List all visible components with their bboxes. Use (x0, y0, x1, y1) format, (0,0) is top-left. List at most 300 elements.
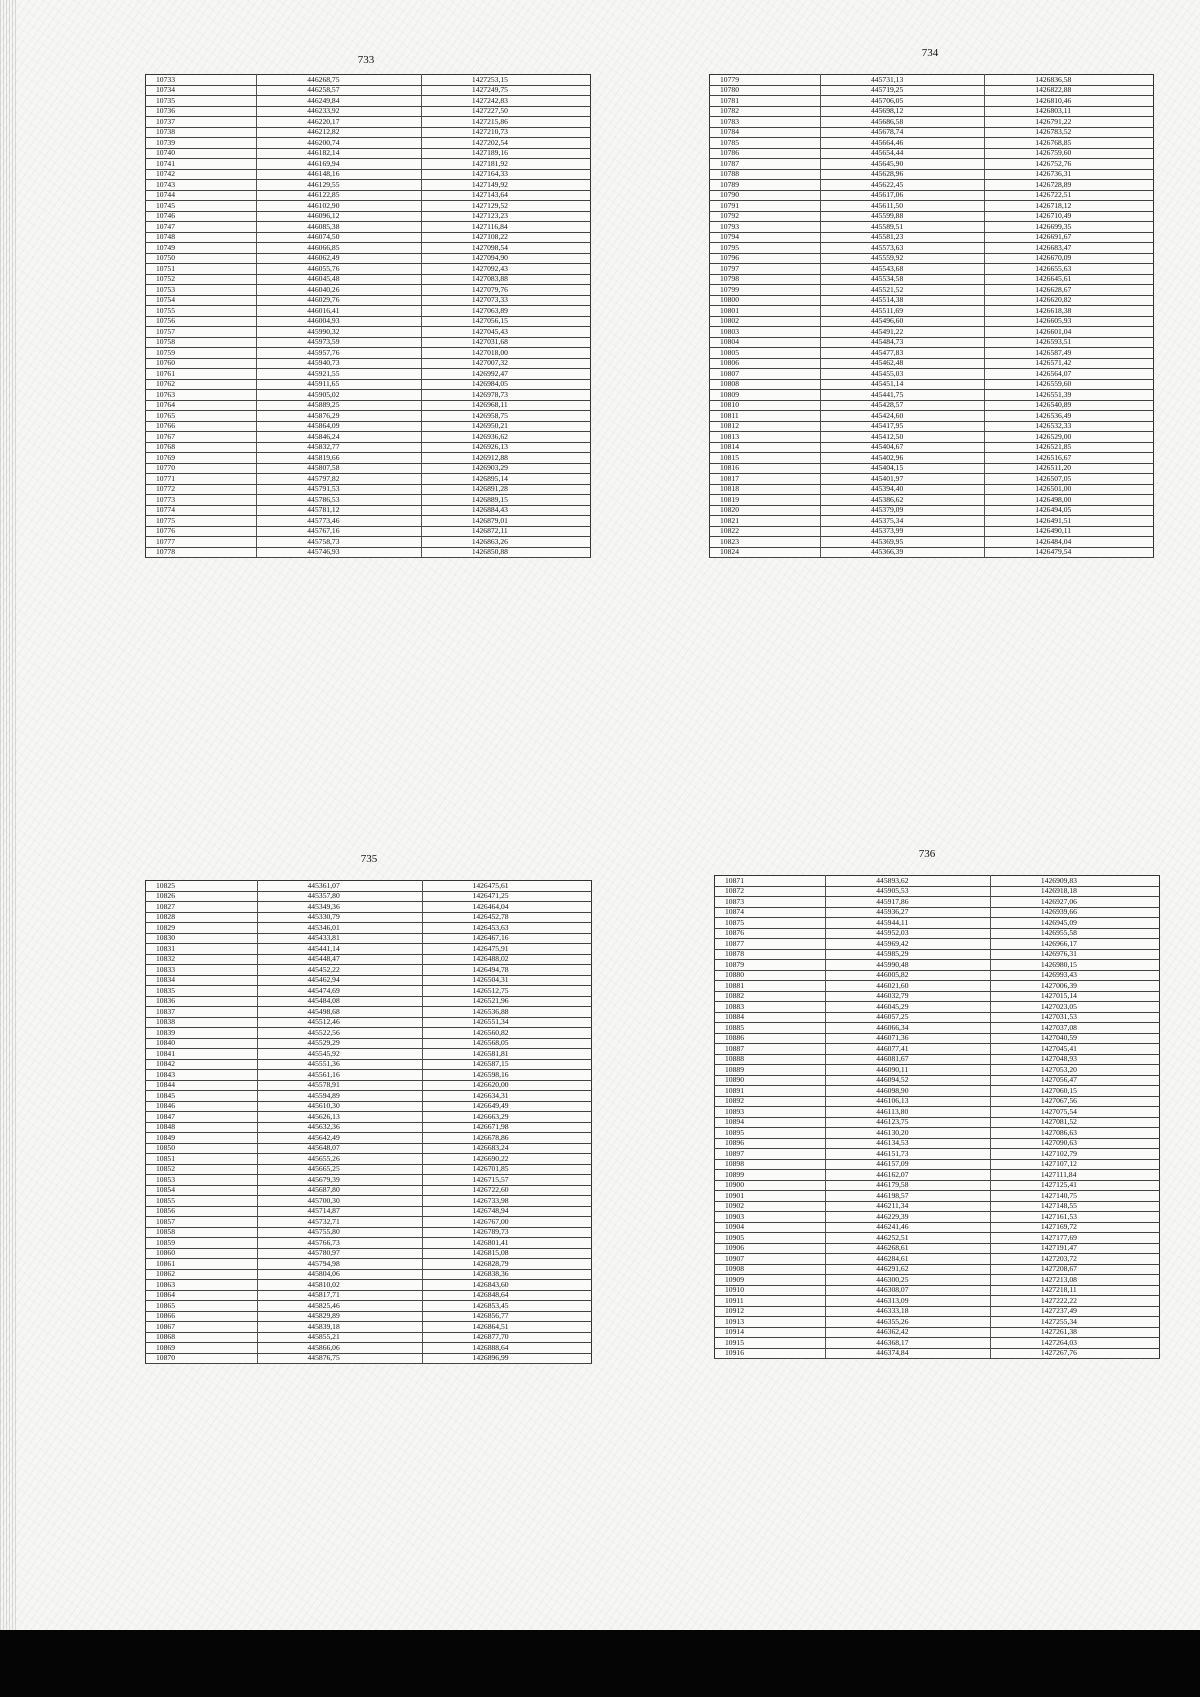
table-row (146, 1259, 592, 1270)
y-coordinate-cell: 1426966,17 (990, 939, 1159, 950)
y-coordinate-cell: 1426848,64 (422, 1290, 591, 1301)
y-coordinate-cell: 1427111,84 (990, 1170, 1159, 1181)
x-coordinate-cell: 445417,95 (821, 421, 985, 432)
y-coordinate-cell: 1427083,88 (421, 274, 590, 285)
y-coordinate-cell: 1426810,46 (985, 96, 1154, 107)
y-coordinate-cell: 1426587,49 (985, 348, 1154, 359)
y-coordinate-cell: 1426691,67 (985, 232, 1154, 243)
table-row (146, 1290, 592, 1301)
point-number-cell: 10747 (146, 222, 257, 233)
point-number-cell: 10868 (146, 1332, 258, 1343)
table-row (146, 411, 591, 422)
y-coordinate-cell: 1427222,22 (990, 1296, 1159, 1307)
point-number-cell: 10765 (146, 411, 257, 422)
y-coordinate-cell: 1426628,67 (985, 285, 1154, 296)
point-number-cell: 10866 (146, 1311, 258, 1322)
point-number-cell: 10844 (146, 1080, 258, 1091)
point-number-cell: 10845 (146, 1091, 258, 1102)
table-row (146, 358, 591, 369)
table-row (715, 1054, 1160, 1065)
point-number-cell: 10907 (715, 1254, 826, 1265)
y-coordinate-cell: 1426903,29 (421, 463, 590, 474)
point-number-cell: 10896 (715, 1138, 826, 1149)
table-row (715, 1254, 1160, 1265)
y-coordinate-cell: 1426683,24 (422, 1143, 591, 1154)
table-row (146, 1238, 592, 1249)
x-coordinate-cell: 445794,98 (257, 1259, 422, 1270)
y-coordinate-cell: 1426828,79 (422, 1259, 591, 1270)
point-number-cell: 10863 (146, 1280, 258, 1291)
x-coordinate-cell: 446071,36 (826, 1033, 991, 1044)
x-coordinate-cell: 445611,50 (821, 201, 985, 212)
x-coordinate-cell: 445484,08 (257, 996, 422, 1007)
point-number-cell: 10842 (146, 1059, 258, 1070)
table-row (146, 127, 591, 138)
y-coordinate-cell: 1426733,98 (422, 1196, 591, 1207)
table-row (146, 996, 592, 1007)
x-coordinate-cell: 445700,30 (257, 1196, 422, 1207)
y-coordinate-cell: 1426521,96 (422, 996, 591, 1007)
table-row (715, 1128, 1160, 1139)
table-row (146, 1143, 592, 1154)
table-row (715, 1243, 1160, 1254)
y-coordinate-cell: 1426498,00 (985, 495, 1154, 506)
table-row (146, 201, 591, 212)
scan-edge-texture (0, 0, 18, 1630)
table-row (146, 505, 591, 516)
y-coordinate-cell: 1426801,41 (422, 1238, 591, 1249)
point-number-cell: 10793 (710, 222, 821, 233)
table-row (146, 1175, 592, 1186)
point-number-cell: 10834 (146, 975, 258, 986)
point-number-cell: 10800 (710, 295, 821, 306)
point-number-cell: 10760 (146, 358, 257, 369)
point-number-cell: 10789 (710, 180, 821, 191)
x-coordinate-cell: 445330,79 (257, 912, 422, 923)
point-number-cell: 10755 (146, 306, 257, 317)
y-coordinate-cell: 1427249,75 (421, 85, 590, 96)
point-number-cell: 10855 (146, 1196, 258, 1207)
table-row (710, 169, 1154, 180)
point-number-cell: 10909 (715, 1275, 826, 1286)
y-coordinate-cell: 1427169,72 (990, 1222, 1159, 1233)
x-coordinate-cell: 445401,97 (821, 474, 985, 485)
x-coordinate-cell: 445706,05 (821, 96, 985, 107)
table-row (710, 96, 1154, 107)
x-coordinate-cell: 445952,03 (826, 928, 991, 939)
table-row (146, 484, 591, 495)
x-coordinate-cell: 445866,06 (257, 1343, 422, 1354)
table-row (710, 211, 1154, 222)
point-number-cell: 10849 (146, 1133, 258, 1144)
table-row (146, 902, 592, 913)
y-coordinate-cell: 1426710,49 (985, 211, 1154, 222)
table-row (146, 933, 592, 944)
point-number-cell: 10880 (715, 970, 826, 981)
y-coordinate-cell: 1426767,00 (422, 1217, 591, 1228)
table-row (146, 306, 591, 317)
table-row (146, 274, 591, 285)
table-row (715, 1275, 1160, 1286)
point-number-cell: 10758 (146, 337, 257, 348)
point-number-cell: 10856 (146, 1206, 258, 1217)
x-coordinate-cell: 446077,41 (826, 1044, 991, 1055)
x-coordinate-cell: 445876,29 (257, 411, 422, 422)
point-number-cell: 10764 (146, 400, 257, 411)
y-coordinate-cell: 1426864,51 (422, 1322, 591, 1333)
table-row (710, 295, 1154, 306)
x-coordinate-cell: 445559,92 (821, 253, 985, 264)
table-row (146, 1353, 592, 1364)
y-coordinate-cell: 1426896,99 (422, 1353, 591, 1364)
point-number-cell: 10781 (710, 96, 821, 107)
y-coordinate-cell: 1427075,54 (990, 1107, 1159, 1118)
table-row (146, 379, 591, 390)
y-coordinate-cell: 1426511,20 (985, 463, 1154, 474)
x-coordinate-cell: 446233,92 (257, 106, 422, 117)
table-row (146, 474, 591, 485)
table-row (146, 316, 591, 327)
table-row (146, 1017, 592, 1028)
x-coordinate-cell: 446374,84 (826, 1348, 991, 1359)
y-coordinate-cell: 1426601,04 (985, 327, 1154, 338)
point-number-cell: 10911 (715, 1296, 826, 1307)
y-coordinate-cell: 1427040,59 (990, 1033, 1159, 1044)
table-row (710, 264, 1154, 275)
x-coordinate-cell: 445969,42 (826, 939, 991, 950)
point-number-cell: 10782 (710, 106, 821, 117)
table-row (710, 348, 1154, 359)
point-number-cell: 10831 (146, 944, 258, 955)
table-row (715, 918, 1160, 929)
y-coordinate-cell: 1426649,49 (422, 1101, 591, 1112)
x-coordinate-cell: 445512,46 (257, 1017, 422, 1028)
table-row (146, 295, 591, 306)
y-coordinate-cell: 1426926,13 (421, 442, 590, 453)
point-number-cell: 10858 (146, 1227, 258, 1238)
table-row (715, 1138, 1160, 1149)
x-coordinate-cell: 445626,13 (257, 1112, 422, 1123)
y-coordinate-cell: 1426663,29 (422, 1112, 591, 1123)
table-row (146, 537, 591, 548)
table-row (146, 337, 591, 348)
point-number-cell: 10804 (710, 337, 821, 348)
point-number-cell: 10735 (146, 96, 257, 107)
y-coordinate-cell: 1427102,79 (990, 1149, 1159, 1160)
y-coordinate-cell: 1427086,63 (990, 1128, 1159, 1139)
x-coordinate-cell: 446094,52 (826, 1075, 991, 1086)
table-row (710, 516, 1154, 527)
x-coordinate-cell: 445496,60 (821, 316, 985, 327)
y-coordinate-cell: 1426856,77 (422, 1311, 591, 1322)
table-row (715, 897, 1160, 908)
x-coordinate-cell: 445551,36 (257, 1059, 422, 1070)
point-number-cell: 10903 (715, 1212, 826, 1223)
table-row (710, 274, 1154, 285)
y-coordinate-cell: 1427177,69 (990, 1233, 1159, 1244)
y-coordinate-cell: 1427237,49 (990, 1306, 1159, 1317)
x-coordinate-cell: 445428,57 (821, 400, 985, 411)
x-coordinate-cell: 445698,12 (821, 106, 985, 117)
table-row (146, 881, 592, 892)
point-number-cell: 10762 (146, 379, 257, 390)
table-row (146, 222, 591, 233)
x-coordinate-cell: 445864,09 (257, 421, 422, 432)
y-coordinate-cell: 1426467,16 (422, 933, 591, 944)
y-coordinate-cell: 1426850,88 (421, 547, 590, 558)
y-coordinate-cell: 1426884,43 (421, 505, 590, 516)
point-number-cell: 10833 (146, 965, 258, 976)
point-number-cell: 10792 (710, 211, 821, 222)
x-coordinate-cell: 446090,11 (826, 1065, 991, 1076)
y-coordinate-cell: 1427140,75 (990, 1191, 1159, 1202)
point-number-cell: 10819 (710, 495, 821, 506)
x-coordinate-cell: 446300,25 (826, 1275, 991, 1286)
x-coordinate-cell: 445448,47 (257, 954, 422, 965)
table-row (715, 907, 1160, 918)
page-number-733: 733 (357, 54, 375, 66)
x-coordinate-cell: 445632,36 (257, 1122, 422, 1133)
point-number-cell: 10860 (146, 1248, 258, 1259)
point-number-cell: 10783 (710, 117, 821, 128)
point-number-cell: 10836 (146, 996, 258, 1007)
x-coordinate-cell: 445412,50 (821, 432, 985, 443)
table-row (710, 432, 1154, 443)
y-coordinate-cell: 1426701,85 (422, 1164, 591, 1175)
x-coordinate-cell: 446200,74 (257, 138, 422, 149)
y-coordinate-cell: 1426783,52 (985, 127, 1154, 138)
table-row (715, 949, 1160, 960)
table-row (715, 1012, 1160, 1023)
point-number-cell: 10808 (710, 379, 821, 390)
page-number-734: 734 (921, 47, 939, 59)
table-row (710, 379, 1154, 390)
point-number-cell: 10766 (146, 421, 257, 432)
y-coordinate-cell: 1427213,08 (990, 1275, 1159, 1286)
y-coordinate-cell: 1426645,61 (985, 274, 1154, 285)
y-coordinate-cell: 1427092,43 (421, 264, 590, 275)
table-row (146, 1133, 592, 1144)
y-coordinate-cell: 1426488,02 (422, 954, 591, 965)
point-number-cell: 10867 (146, 1322, 258, 1333)
point-number-cell: 10778 (146, 547, 257, 558)
y-coordinate-cell: 1427264,03 (990, 1338, 1159, 1349)
x-coordinate-cell: 445944,11 (826, 918, 991, 929)
y-coordinate-cell: 1427015,14 (990, 991, 1159, 1002)
point-number-cell: 10733 (146, 75, 257, 86)
x-coordinate-cell: 445375,34 (821, 516, 985, 527)
y-coordinate-cell: 1426504,31 (422, 975, 591, 986)
y-coordinate-cell: 1426587,15 (422, 1059, 591, 1070)
table-row (715, 991, 1160, 1002)
x-coordinate-cell: 446241,46 (826, 1222, 991, 1233)
point-number-cell: 10873 (715, 897, 826, 908)
x-coordinate-cell: 445498,68 (257, 1007, 422, 1018)
x-coordinate-cell: 445773,46 (257, 516, 422, 527)
point-number-cell: 10737 (146, 117, 257, 128)
table-row (146, 1196, 592, 1207)
page-number-735: 735 (360, 853, 378, 865)
y-coordinate-cell: 1426945,09 (990, 918, 1159, 929)
y-coordinate-cell: 1426501,00 (985, 484, 1154, 495)
point-number-cell: 10750 (146, 253, 257, 264)
x-coordinate-cell: 445780,97 (257, 1248, 422, 1259)
x-coordinate-cell: 446368,17 (826, 1338, 991, 1349)
x-coordinate-cell: 445905,53 (826, 886, 991, 897)
x-coordinate-cell: 445876,75 (257, 1353, 422, 1364)
table-row (715, 1201, 1160, 1212)
y-coordinate-cell: 1427056,47 (990, 1075, 1159, 1086)
x-coordinate-cell: 445758,73 (257, 537, 422, 548)
table-row (146, 348, 591, 359)
point-number-cell: 10847 (146, 1112, 258, 1123)
y-coordinate-cell: 1426529,00 (985, 432, 1154, 443)
table-row (710, 127, 1154, 138)
x-coordinate-cell: 445578,91 (257, 1080, 422, 1091)
x-coordinate-cell: 445889,25 (257, 400, 422, 411)
point-number-cell: 10877 (715, 939, 826, 950)
point-number-cell: 10874 (715, 907, 826, 918)
table-row (710, 369, 1154, 380)
x-coordinate-cell: 445664,46 (821, 138, 985, 149)
table-row (715, 1033, 1160, 1044)
point-number-cell: 10886 (715, 1033, 826, 1044)
y-coordinate-cell: 1426490,11 (985, 526, 1154, 537)
x-coordinate-cell: 445804,06 (257, 1269, 422, 1280)
x-coordinate-cell: 446123,75 (826, 1117, 991, 1128)
table-row (146, 1332, 592, 1343)
x-coordinate-cell: 446106,13 (826, 1096, 991, 1107)
y-coordinate-cell: 1427081,52 (990, 1117, 1159, 1128)
table-row (146, 1248, 592, 1259)
y-coordinate-cell: 1426618,38 (985, 306, 1154, 317)
point-number-cell: 10761 (146, 369, 257, 380)
y-coordinate-cell: 1426980,15 (990, 960, 1159, 971)
table-row (146, 369, 591, 380)
point-number-cell: 10905 (715, 1233, 826, 1244)
point-number-cell: 10839 (146, 1028, 258, 1039)
y-coordinate-cell: 1426620,82 (985, 295, 1154, 306)
point-number-cell: 10882 (715, 991, 826, 1002)
point-number-cell: 10892 (715, 1096, 826, 1107)
x-coordinate-cell: 445990,48 (826, 960, 991, 971)
y-coordinate-cell: 1427203,72 (990, 1254, 1159, 1265)
point-number-cell: 10797 (710, 264, 821, 275)
table-row (710, 463, 1154, 474)
table-row (146, 138, 591, 149)
y-coordinate-cell: 1426718,12 (985, 201, 1154, 212)
point-number-cell: 10814 (710, 442, 821, 453)
x-coordinate-cell: 446148,16 (257, 169, 422, 180)
table-row (715, 1044, 1160, 1055)
table-row (146, 1049, 592, 1060)
point-number-cell: 10811 (710, 411, 821, 422)
y-coordinate-cell: 1426978,73 (421, 390, 590, 401)
y-coordinate-cell: 1426598,16 (422, 1070, 591, 1081)
x-coordinate-cell: 445589,51 (821, 222, 985, 233)
y-coordinate-cell: 1426968,11 (421, 400, 590, 411)
x-coordinate-cell: 446040,26 (257, 285, 422, 296)
y-coordinate-cell: 1426976,31 (990, 949, 1159, 960)
table-row (710, 117, 1154, 128)
table-row (146, 96, 591, 107)
table-row (715, 1096, 1160, 1107)
y-coordinate-cell: 1426863,26 (421, 537, 590, 548)
point-number-cell: 10888 (715, 1054, 826, 1065)
x-coordinate-cell: 445543,68 (821, 264, 985, 275)
table-row (146, 1311, 592, 1322)
y-coordinate-cell: 1427045,41 (990, 1044, 1159, 1055)
y-coordinate-cell: 1426593,51 (985, 337, 1154, 348)
x-coordinate-cell: 446062,49 (257, 253, 422, 264)
point-number-cell: 10741 (146, 159, 257, 170)
x-coordinate-cell: 446211,34 (826, 1201, 991, 1212)
y-coordinate-cell: 1426551,39 (985, 390, 1154, 401)
y-coordinate-cell: 1426491,51 (985, 516, 1154, 527)
y-coordinate-cell: 1427253,15 (421, 75, 590, 86)
table-row (146, 965, 592, 976)
table-row (710, 148, 1154, 159)
x-coordinate-cell: 445767,16 (257, 526, 422, 537)
point-number-cell: 10865 (146, 1301, 258, 1312)
point-number-cell: 10832 (146, 954, 258, 965)
point-number-cell: 10910 (715, 1285, 826, 1296)
y-coordinate-cell: 1426736,31 (985, 169, 1154, 180)
table-row (146, 190, 591, 201)
table-row (146, 1185, 592, 1196)
y-coordinate-cell: 1427056,15 (421, 316, 590, 327)
table-row (710, 180, 1154, 191)
point-number-cell: 10749 (146, 243, 257, 254)
point-number-cell: 10759 (146, 348, 257, 359)
table-row (146, 1091, 592, 1102)
y-coordinate-cell: 1426877,70 (422, 1332, 591, 1343)
x-coordinate-cell: 445936,27 (826, 907, 991, 918)
table-row (710, 138, 1154, 149)
y-coordinate-cell: 1426815,08 (422, 1248, 591, 1259)
table-row (146, 891, 592, 902)
point-number-cell: 10805 (710, 348, 821, 359)
x-coordinate-cell: 445797,82 (257, 474, 422, 485)
y-coordinate-cell: 1427267,76 (990, 1348, 1159, 1359)
x-coordinate-cell: 446229,39 (826, 1212, 991, 1223)
x-coordinate-cell: 446313,09 (826, 1296, 991, 1307)
table-row (146, 180, 591, 191)
point-number-cell: 10840 (146, 1038, 258, 1049)
y-coordinate-cell: 1426939,66 (990, 907, 1159, 918)
point-number-cell: 10810 (710, 400, 821, 411)
x-coordinate-cell: 446055,76 (257, 264, 422, 275)
y-coordinate-cell: 1426993,43 (990, 970, 1159, 981)
x-coordinate-cell: 445786,53 (257, 495, 422, 506)
y-coordinate-cell: 1426722,51 (985, 190, 1154, 201)
table-row (715, 1327, 1160, 1338)
y-coordinate-cell: 1427045,43 (421, 327, 590, 338)
x-coordinate-cell: 446151,73 (826, 1149, 991, 1160)
point-number-cell: 10891 (715, 1086, 826, 1097)
y-coordinate-cell: 1426571,42 (985, 358, 1154, 369)
point-number-cell: 10859 (146, 1238, 258, 1249)
point-number-cell: 10802 (710, 316, 821, 327)
x-coordinate-cell: 445714,87 (257, 1206, 422, 1217)
x-coordinate-cell: 446045,48 (257, 274, 422, 285)
point-number-cell: 10739 (146, 138, 257, 149)
point-number-cell: 10893 (715, 1107, 826, 1118)
x-coordinate-cell: 445349,36 (257, 902, 422, 913)
table-row (146, 442, 591, 453)
point-number-cell: 10794 (710, 232, 821, 243)
x-coordinate-cell: 445911,65 (257, 379, 422, 390)
